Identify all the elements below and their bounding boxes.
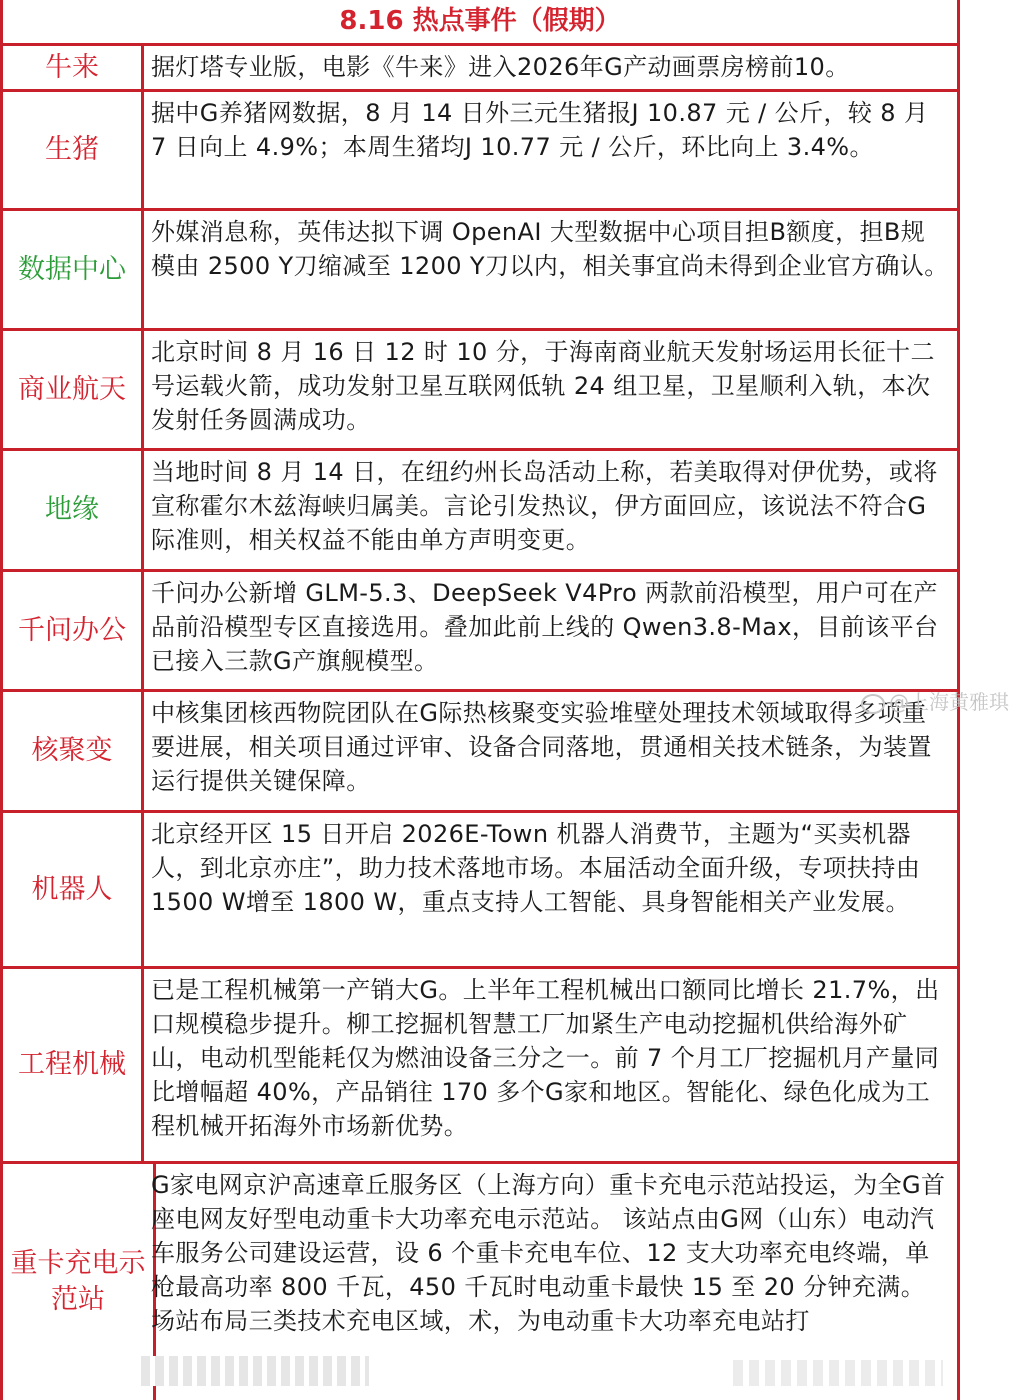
row-text: 中核集团核西物院团队在G际热核聚变实验堆壁处理技术领域取得多项重要进展，相关项目通过评审、设备合同落地，贯通相关技术链条，为装置运行提供关键保障。 bbox=[151, 699, 932, 795]
table-row bbox=[3, 692, 957, 813]
weibo-logo-icon bbox=[861, 694, 885, 714]
row-text: 千问办公新增 GLM-5.3、DeepSeek V4Pro 两款前沿模型，用户可在产品前沿模型专区直接选用。叠加此前上线的 Qwen3.8-Max，目前该平台已接入三款G产旗舰模型。 bbox=[151, 579, 939, 675]
table-row bbox=[3, 969, 957, 1164]
row-text: 外媒消息称，英伟达拟下调 OpenAI 大型数据中心项目担B额度，担B规模由 2500 Y刀缩减至 1200 Y刀以内，相关事宜尚未得到企业官方确认。 bbox=[151, 218, 949, 280]
row-category: 重卡充电示范站 bbox=[3, 1164, 156, 1400]
row-text: 已是工程机械第一产销大G。上半年工程机械出口额同比增长 21.7%，出口规模稳步提升。柳工挖掘机智慧工厂加紧生产电动挖掘机供给海外矿山，电动机型能耗仅为燃油设备三分之一。前 7 个月工厂挖掘机月产量同比增幅超 40%，产品销往 170 多个G家和地区。智能化、绿色化成为工程机械开拓海外市场新优势。 bbox=[151, 976, 940, 1140]
row-category: 机器人 bbox=[3, 813, 144, 966]
row-category: 生猪 bbox=[3, 92, 144, 208]
table-row bbox=[3, 451, 957, 572]
table-row bbox=[3, 813, 957, 969]
row-category: 千问办公 bbox=[3, 572, 144, 689]
row-category: 数据中心 bbox=[3, 211, 144, 328]
row-category: 工程机械 bbox=[3, 969, 144, 1161]
table-row bbox=[3, 572, 957, 692]
redaction-bar bbox=[141, 1356, 369, 1386]
table-row bbox=[3, 211, 957, 331]
row-text: G家电网京沪高速章丘服务区（上海方向）重卡充电示范站投运，为全G首座电网友好型电动重卡大功率充电示范站。 该站点由G网（山东）电动汽车服务公司建设运营，设 6 个重卡充电车位、12 支大功率充电终端，单枪最高功率 800 千瓦，450 千瓦时电动重卡最快 15 至 20 分钟充满。 场站布局三类技术充电区域，术，为电动重卡大功率充电站打 bbox=[151, 1171, 946, 1335]
watermark-text: @上海黄雅琪 bbox=[889, 690, 1009, 714]
table-row bbox=[3, 92, 957, 211]
table-row bbox=[3, 46, 957, 92]
row-text: 北京时间 8 月 16 日 12 时 10 分，于海南商业航天发射场运用长征十二号运载火箭，成功发射卫星互联网低轨 24 组卫星，卫星顺利入轨，本次发射任务圆满成功。 bbox=[151, 338, 935, 434]
row-category: 商业航天 bbox=[3, 331, 144, 448]
row-category: 地缘 bbox=[3, 451, 144, 569]
table-row bbox=[3, 331, 957, 451]
watermark bbox=[861, 686, 1009, 715]
row-text: 据灯塔专业版，电影《牛来》进入2026年G产动画票房榜前10。 bbox=[151, 53, 850, 81]
row-text: 据中G养猪网数据，8 月 14 日外三元生猪报J 10.87 元 / 公斤，较 8 月 7 日向上 4.9%；本周生猪均J 10.77 元 / 公斤，环比向上 3.4%。 bbox=[151, 99, 929, 161]
row-text: 当地时间 8 月 14 日，在纽约州长岛活动上称，若美取得对伊优势，或将宣称霍尔木兹海峡归属美。言论引发热议，伊方面回应，该说法不符合G际准则，相关权益不能由单方声明变更。 bbox=[151, 458, 938, 554]
redaction-bar bbox=[733, 1360, 943, 1386]
page-title: 8.16 热点事件（假期） bbox=[3, 0, 957, 46]
row-text: 北京经开区 15 日开启 2026E-Town 机器人消费节，主题为“买卖机器人，到北京亦庄”，助力技术落地市场。本届活动全面升级，专项扶持由 1500 W增至 1800 W，重点支持人工智能、具身智能相关产业发展。 bbox=[151, 820, 921, 916]
row-category: 牛来 bbox=[3, 46, 144, 89]
row-category: 核聚变 bbox=[3, 692, 144, 810]
